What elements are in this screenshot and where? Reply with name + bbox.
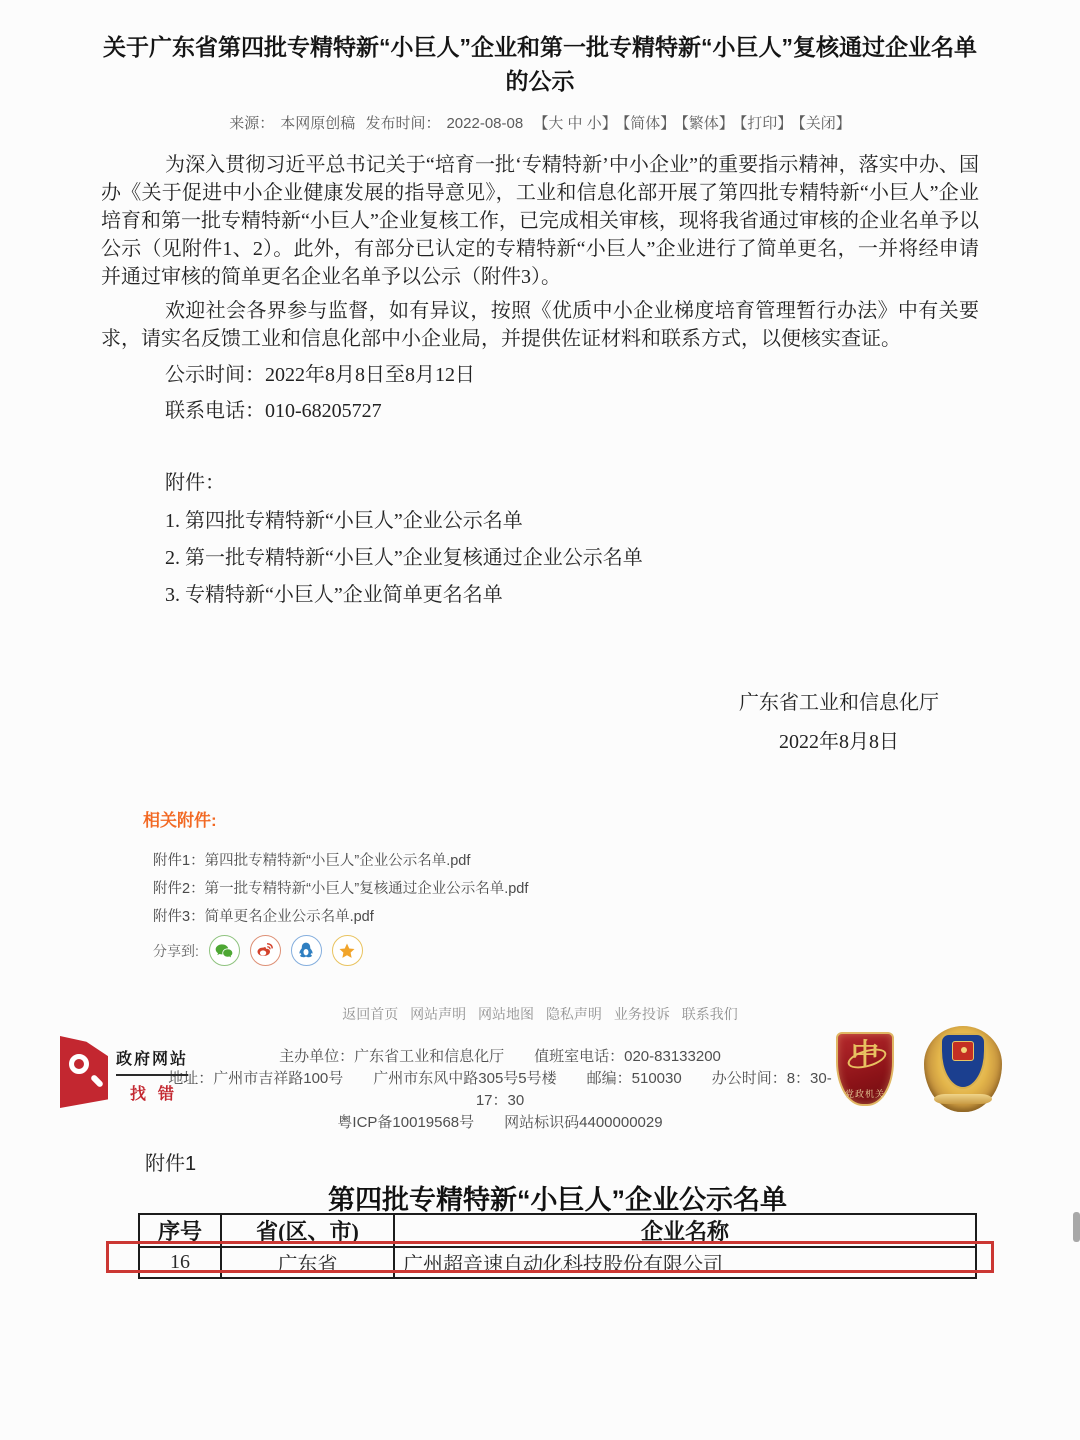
weibo-icon[interactable] (250, 935, 281, 966)
party-gov-emblem-icon: 中 (838, 1040, 892, 1070)
meta-bar (0, 112, 1080, 133)
party-gov-badge[interactable] (836, 1032, 894, 1106)
site-error-report-badge[interactable] (60, 1036, 188, 1108)
attachments-label: 附件： (165, 472, 225, 494)
scrollbar-thumb[interactable] (1073, 1212, 1080, 1242)
publicity-time: 公示时间：2022年8月8日至8月12日 (165, 364, 475, 386)
signature-block (729, 689, 949, 756)
share-label: 分享到: (153, 942, 199, 959)
attachment-item-2: 2. 第一批专精特新“小巨人”企业复核通过企业公示名单 (165, 547, 643, 569)
nav-complaint[interactable]: 业务投诉 (613, 1006, 670, 1022)
signer: 广东省工业和信息化厅 (739, 692, 939, 714)
nav-home[interactable]: 返回首页 (342, 1006, 399, 1022)
related-attachments (143, 806, 843, 966)
print-tool[interactable]: 【打印】 (739, 115, 793, 132)
magnifier-flag-icon (60, 1036, 108, 1108)
nav-sitemap[interactable]: 网站地图 (478, 1006, 535, 1022)
footer-info (160, 1046, 840, 1134)
attachment-link-3[interactable]: 附件3：简单更名企业公示名单.pdf (153, 909, 374, 925)
paragraph-2: 欢迎社会各界参与监督，如有异议，按照《优质中小企业梯度培育管理暂行办法》中有关要求，请实名反馈工业和信息化部中小企业局，并提供佐证材料和联系方式，以便核实查证。 (101, 300, 979, 350)
cell-company: 广州超音速自动化科技股份有限公司 (394, 1247, 976, 1278)
cell-province: 广东省 (221, 1247, 394, 1278)
nav-contact[interactable]: 联系我们 (681, 1006, 738, 1022)
article-body (101, 151, 979, 756)
attachment-preview (0, 1145, 1080, 1345)
source-label: 来源： (229, 115, 275, 132)
nav-statement[interactable]: 网站声明 (410, 1006, 467, 1022)
related-heading: 相关附件: (143, 811, 217, 830)
party-gov-badge-label: 党政机关 (844, 1089, 885, 1099)
attachment-label: 附件1 (145, 1153, 197, 1175)
attachment-item-3: 3. 专精特新“小巨人”企业简单更名名单 (165, 584, 503, 606)
source-value: 本网原创稿 (280, 115, 356, 132)
header-seq: 序号 (139, 1214, 221, 1247)
share-row (143, 935, 843, 966)
cell-seq: 16 (139, 1247, 221, 1278)
attachment-link-1[interactable]: 附件1：第四批专精特新“小巨人”企业公示名单.pdf (153, 853, 471, 869)
police-badge-icon[interactable] (924, 1026, 1002, 1112)
footer-host-line: 主办单位：广东省工业和信息化厅 值班室电话：020-83133200 (279, 1048, 721, 1065)
attachment-link-2[interactable]: 附件2：第一批专精特新“小巨人”复核通过企业公示名单.pdf (153, 881, 529, 897)
header-province: 省(区、市) (221, 1214, 394, 1247)
highlight-box (106, 1241, 994, 1273)
nav-privacy[interactable]: 隐私声明 (545, 1006, 602, 1022)
header-company: 企业名称 (394, 1214, 976, 1247)
paragraph-1: 为深入贯彻习近平总书记关于“培育一批‘专精特新’中小企业”的重要指示精神，落实中办、国办《关于促进中小企业健康发展的指导意见》，工业和信息化部开展了第四批专精特新“小巨人”企业培育和第一批专精特新“小巨人”企业复核工作，已完成相关审核，现将我省通过审核的企业名单予以公示（见附件1、2）。此外，有部分已认定的专精特新“小巨人”企业进行了简单更名，一并将经申请并通过审核的简单更名企业名单予以公示（附件3）。 (101, 154, 979, 288)
wechat-icon[interactable] (209, 935, 240, 966)
traditional-tool[interactable]: 【繁体】 (681, 115, 734, 132)
site-footer (0, 1004, 1080, 1134)
sign-date: 2022年8月8日 (779, 731, 899, 753)
font-size-tool[interactable]: 【大 中 小】 (533, 115, 617, 132)
close-tool[interactable]: 【关闭】 (798, 115, 851, 132)
contact-phone: 联系电话：010-68205727 (165, 400, 382, 422)
attachment-table-title: 第四批专精特新“小巨人”企业公示名单 (328, 1185, 787, 1215)
error-logo-subtitle: 找错 (129, 1086, 186, 1103)
publish-time-value: 2022-08-08 (446, 115, 524, 132)
qzone-icon[interactable] (332, 935, 363, 966)
footer-address-line: 地址：广州市吉祥路100号 广州市东风中路305号5号楼 邮编：510030 办公时间：8：30-17：30 (168, 1070, 832, 1109)
attachment-item-1: 1. 第四批专精特新“小巨人”企业公示名单 (165, 510, 523, 532)
qq-icon[interactable] (291, 935, 322, 966)
simplified-tool[interactable]: 【简体】 (622, 115, 676, 132)
footer-nav (0, 1004, 1080, 1024)
error-logo-title: 政府网站 (116, 1046, 188, 1076)
page-title: 关于广东省第四批专精特新“小巨人”企业和第一批专精特新“小巨人”复核通过企业名单的公示 (103, 34, 977, 94)
footer-icp-line: 粤ICP备10019568号 网站标识码4400000029 (337, 1114, 663, 1131)
publish-time-label: 发布时间： (365, 115, 441, 132)
related-file-list (143, 851, 843, 927)
